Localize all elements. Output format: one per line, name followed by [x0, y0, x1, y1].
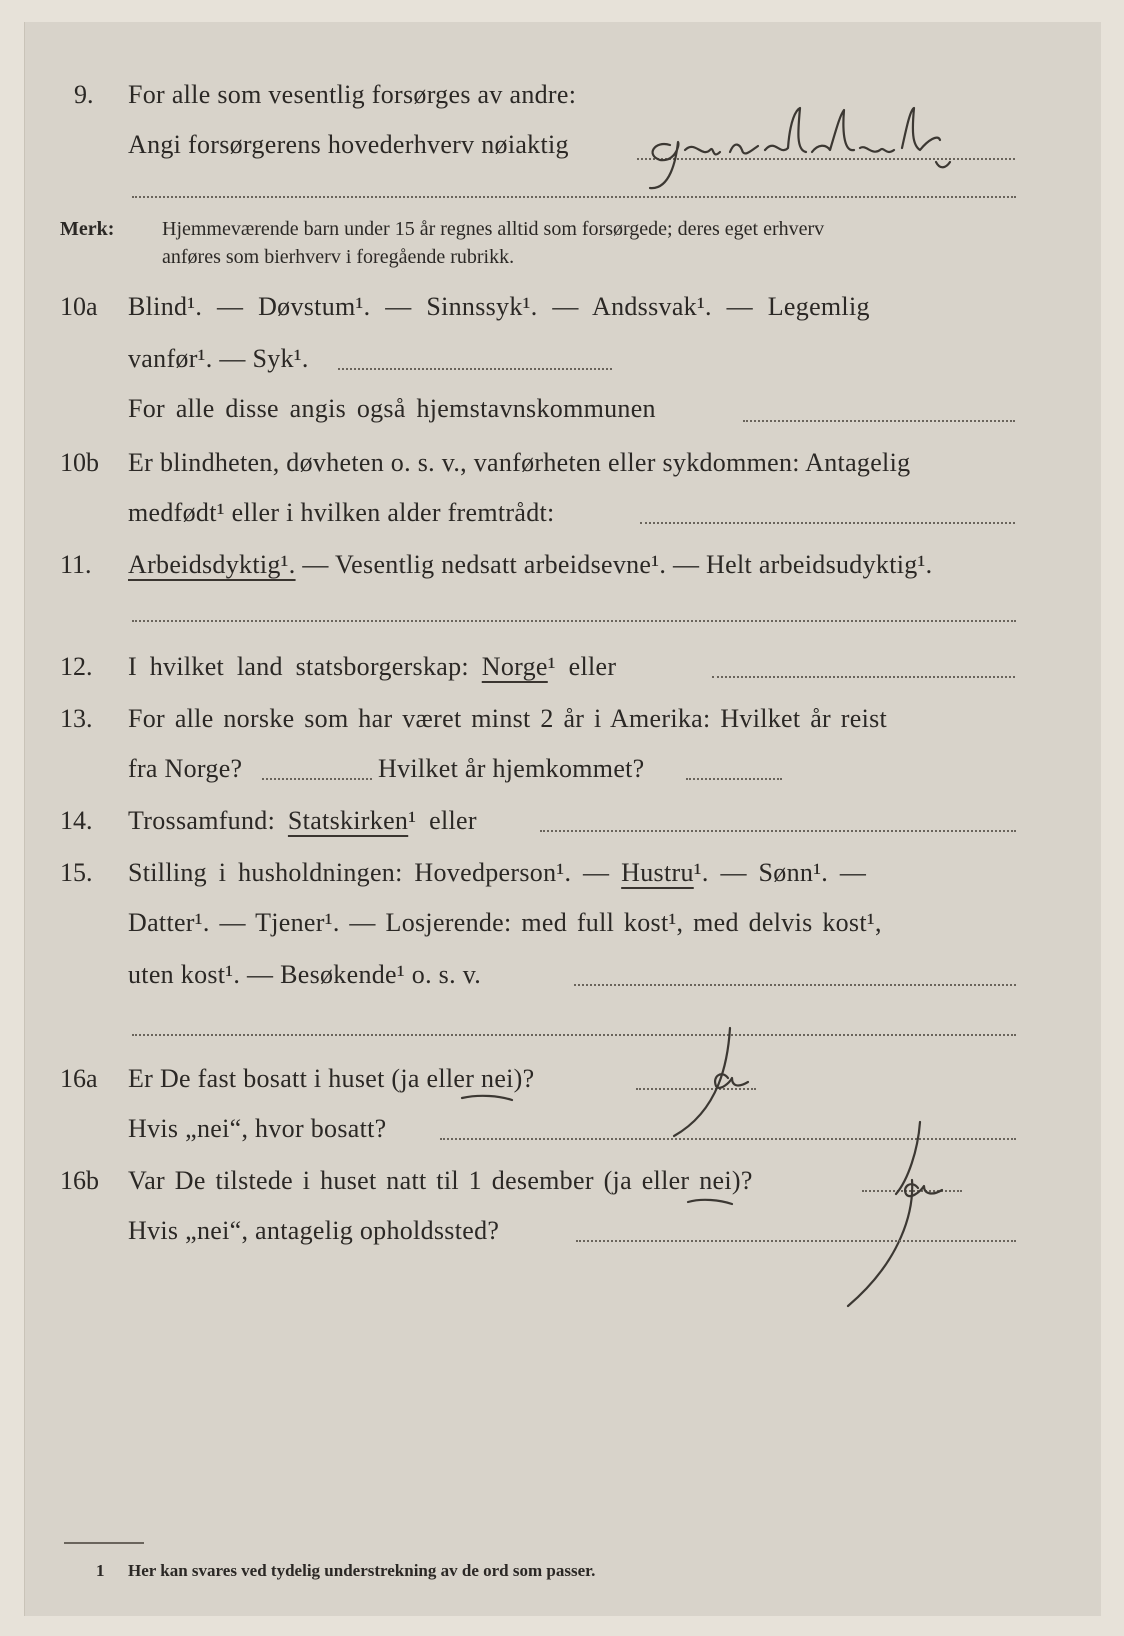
q15-answer-line [574, 984, 1016, 986]
q9-answer-handwriting [640, 100, 1000, 200]
q13-line2b: Hvilket år hjemkommet? [378, 754, 645, 783]
q10a-syk-line [338, 368, 612, 370]
q15-line2: Datter¹. — Tjener¹. — Losjerende: med full kost¹, med delvis kost¹, [128, 908, 882, 937]
q15-line1 [128, 858, 866, 888]
q11-rest: — Vesentlig nedsatt arbeidsevne¹. — Helt arbeidsudyktig¹. [295, 550, 933, 579]
q13-line1: For alle norske som har været minst 2 år i Amerika: Hvilket år reist [128, 704, 888, 733]
q10a-line2: vanfør¹. — Syk¹. [128, 344, 309, 373]
q10b-answer-line [640, 522, 1015, 524]
q12-option-norge: Norge [481, 652, 548, 681]
q9-line1: For alle som vesentlig forsørges av andre: [128, 80, 577, 109]
q16b-number: 16b [60, 1166, 99, 1195]
q11-separator [132, 620, 1016, 622]
merk-line1: Hjemmeværende barn under 15 år regnes alltid som forsørgede; deres eget erhverv [162, 218, 825, 240]
q14-post: ¹ eller [408, 806, 477, 835]
q13-reist-line [262, 778, 372, 780]
q15-line3: uten kost¹. — Besøkende¹ o. s. v. [128, 960, 482, 989]
q11-text [128, 550, 932, 580]
q14-answer-line [540, 830, 1016, 832]
q15-option-hustru: Hustru [621, 858, 694, 887]
footnote-mark: 1 [96, 1561, 105, 1580]
q10b-line1: Er blindheten, døvheten o. s. v., vanførheten eller sykdommen: Antagelig [128, 448, 911, 477]
q9-line2: Angi forsørgerens hovederhverv nøiaktig [128, 130, 569, 159]
q12-answer-line [712, 676, 1015, 678]
q12-post: ¹ eller [547, 652, 617, 681]
q14-option-statskirken: Statskirken [287, 806, 409, 835]
q10b-line2: medfødt¹ eller i hvilken alder fremtrådt: [128, 498, 555, 527]
footnote-rule [64, 1542, 144, 1544]
q16b-line2: Hvis „nei“, antagelig opholdssted? [128, 1216, 500, 1245]
q12-pre: I hvilket land statsborgerskap: [128, 652, 469, 681]
q10a-line3: For alle disse angis også hjemstavnskommunen [128, 394, 656, 423]
q13-number: 13. [60, 704, 93, 733]
q15-post: ¹. — Sønn¹. — [693, 858, 867, 887]
merk-line2: anføres som bierhverv i foregående rubrikk. [162, 246, 515, 268]
q12-text [128, 652, 616, 682]
q16b-answer-handwriting [680, 1110, 1000, 1310]
q13-line2a: fra Norge? [128, 754, 243, 783]
q9-separator [132, 196, 1016, 198]
q16a-number: 16a [60, 1064, 98, 1093]
q11-option-arbeidsdyktig: Arbeidsdyktig¹. [128, 550, 296, 579]
q10a-kommune-line [743, 420, 1015, 422]
q15-number: 15. [60, 858, 93, 887]
q10b-number: 10b [60, 448, 99, 477]
merk-label: Merk: [60, 218, 115, 240]
q11-number: 11. [60, 550, 92, 579]
q16a-line1: Er De fast bosatt i huset (ja eller nei)? [128, 1064, 535, 1093]
q9-number: 9. [74, 80, 94, 109]
q14-number: 14. [60, 806, 93, 835]
q13-hjemkommet-line [686, 778, 782, 780]
footnote-text: Her kan svares ved tydelig understrekning av de ord som passer. [128, 1561, 596, 1580]
q16b-opholdssted-line [576, 1240, 1016, 1242]
q16a-line2: Hvis „nei“, hvor bosatt? [128, 1114, 387, 1143]
q14-pre: Trossamfund: [128, 806, 276, 835]
q10a-line1: Blind¹. — Døvstum¹. — Sinnssyk¹. — Andssvak¹. — Legemlig [128, 292, 870, 321]
q15-pre: Stilling i husholdningen: Hovedperson¹. — [128, 858, 610, 887]
q14-text [128, 806, 477, 836]
q10a-number: 10a [60, 292, 98, 321]
q16b-line1: Var De tilstede i huset natt til 1 desember (ja eller nei)? [128, 1166, 753, 1195]
q12-number: 12. [60, 652, 93, 681]
